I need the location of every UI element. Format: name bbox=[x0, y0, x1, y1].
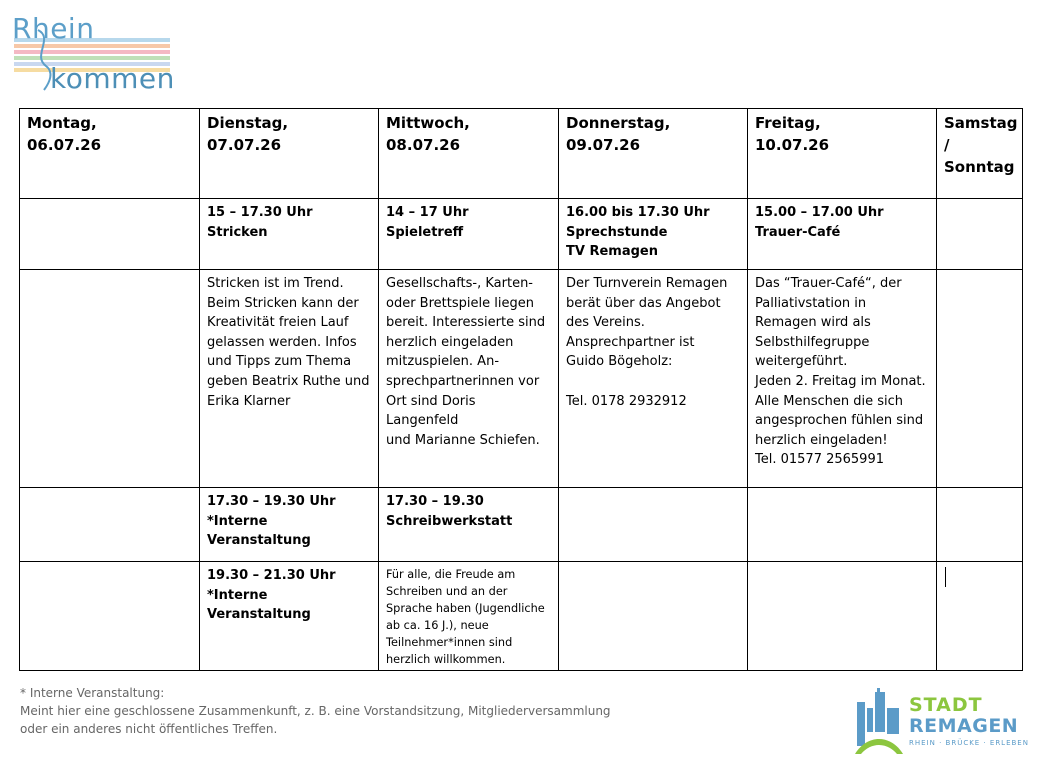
text-line: Erika Klarner bbox=[207, 393, 291, 409]
text-line: herzlich eingeladen bbox=[386, 334, 514, 350]
event-row-late bbox=[20, 562, 1023, 671]
text-line: Teilnehmer*innen sind bbox=[386, 636, 513, 649]
text-line: Ort sind Doris Langenfeld bbox=[386, 393, 476, 429]
text-line: Guido Bögeholz: bbox=[566, 354, 673, 370]
text-line: Tel. 0178 2932912 bbox=[566, 393, 687, 409]
cell-empty bbox=[20, 488, 200, 562]
day-date: 09.07.26 bbox=[566, 136, 641, 154]
text-line: angesprochen fühlen sind bbox=[755, 413, 924, 429]
event-time: 15.00 – 17.00 Uhr bbox=[755, 205, 884, 220]
cell-empty bbox=[20, 199, 200, 270]
footnote-line: * Interne Veranstaltung: bbox=[20, 686, 165, 700]
day-name: Mittwoch, bbox=[386, 114, 470, 132]
text-line: geben Beatrix Ruthe und bbox=[207, 373, 370, 389]
text-line: Beim Stricken kann der bbox=[207, 295, 359, 311]
remagen-bridge-icon bbox=[853, 688, 907, 756]
text-line bbox=[566, 372, 740, 392]
text-line: Ansprechpartner ist bbox=[566, 334, 695, 350]
footnote bbox=[20, 684, 611, 738]
event-title: Trauer-Café bbox=[755, 224, 841, 240]
logo-text-kommen: kommen bbox=[50, 62, 175, 95]
text-line: Alle Menschen die sich bbox=[755, 393, 903, 409]
text-line: Das “Trauer-Café“, der bbox=[755, 276, 902, 291]
event-title: TV Remagen bbox=[566, 244, 658, 260]
event-description-row bbox=[20, 270, 1023, 488]
text-line: berät über das Angebot bbox=[566, 295, 721, 311]
event-time: 15 – 17.30 Uhr bbox=[207, 205, 313, 220]
text-line: 17.30 – 19.30 Uhr bbox=[207, 494, 336, 509]
text-line: Schreibwerkstatt bbox=[386, 513, 513, 529]
header-tuesday bbox=[200, 109, 379, 199]
text-line: und Marianne Schiefen. bbox=[386, 432, 540, 448]
event-interne-veranstaltung-1 bbox=[200, 488, 379, 562]
header-wednesday bbox=[379, 109, 559, 199]
text-cursor bbox=[945, 567, 946, 587]
logo-text-stadt: STADT bbox=[909, 694, 983, 716]
text-line: sprechpartnerinnen vor bbox=[386, 373, 540, 389]
text-line: Stricken ist im Trend. bbox=[207, 276, 344, 291]
text-line: ab ca. 16 J.), neue bbox=[386, 619, 489, 632]
logo-text-remagen: REMAGEN bbox=[909, 715, 1019, 737]
cell-empty bbox=[748, 488, 937, 562]
schedule-table bbox=[19, 108, 1023, 671]
text-line: Sprache haben (Jugendliche bbox=[386, 602, 545, 615]
text-line: *Interne bbox=[207, 513, 268, 529]
event-sprechstunde bbox=[559, 199, 748, 270]
text-line: Veranstaltung bbox=[207, 607, 311, 623]
footnote-line: oder ein anderes nicht öffentliches Treffen. bbox=[20, 722, 278, 736]
event-interne-veranstaltung-2 bbox=[200, 562, 379, 671]
description-stricken bbox=[200, 270, 379, 488]
text-line: 19.30 – 21.30 Uhr bbox=[207, 568, 336, 583]
event-title: Sprechstunde bbox=[566, 224, 668, 240]
event-time: 14 – 17 Uhr bbox=[386, 205, 469, 220]
header-weekend bbox=[937, 109, 1023, 199]
event-spieletreff bbox=[379, 199, 559, 270]
text-line: des Vereins. bbox=[566, 315, 645, 331]
event-row-evening bbox=[20, 488, 1023, 562]
event-trauer-cafe bbox=[748, 199, 937, 270]
text-line: Veranstaltung bbox=[207, 533, 311, 549]
text-line: 17.30 – 19.30 bbox=[386, 494, 484, 509]
text-line: weitergeführt. bbox=[755, 354, 848, 370]
event-time: 16.00 bis 17.30 Uhr bbox=[566, 205, 710, 220]
description-schreibwerkstatt bbox=[379, 562, 559, 671]
logo-tagline: RHEIN · BRÜCKE · ERLEBEN bbox=[909, 739, 1029, 747]
event-stricken bbox=[200, 199, 379, 270]
header-thursday bbox=[559, 109, 748, 199]
day-date: 08.07.26 bbox=[386, 136, 461, 154]
day-separator: / bbox=[944, 136, 950, 154]
text-line: *Interne bbox=[207, 587, 268, 603]
cell-empty bbox=[748, 562, 937, 671]
text-line: Remagen wird als bbox=[755, 315, 871, 331]
cell-empty bbox=[937, 270, 1023, 488]
description-trauer-cafe bbox=[748, 270, 937, 488]
description-sprechstunde bbox=[559, 270, 748, 488]
text-line: herzlich eingeladen! bbox=[755, 432, 888, 448]
text-line: Für alle, die Freude am bbox=[386, 568, 516, 581]
logo-text-rhein: Rhein bbox=[12, 12, 95, 45]
text-line: bereit. Interessierte sind bbox=[386, 315, 546, 331]
text-line: Kreativität freien Lauf bbox=[207, 315, 349, 331]
cell-empty bbox=[559, 488, 748, 562]
text-line: Schreiben und an der bbox=[386, 585, 508, 598]
cell-empty bbox=[20, 270, 200, 488]
header-friday bbox=[748, 109, 937, 199]
cell-empty bbox=[20, 562, 200, 671]
text-line: Selbsthilfegruppe bbox=[755, 334, 870, 350]
day-date: 10.07.26 bbox=[755, 136, 830, 154]
event-title: Stricken bbox=[207, 224, 268, 240]
text-line: gelassen werden. Infos bbox=[207, 334, 357, 350]
day-name: Dienstag, bbox=[207, 114, 289, 132]
day-name: Montag, bbox=[27, 114, 97, 132]
cell-text-cursor[interactable] bbox=[937, 562, 1023, 671]
text-line: Palliativstation in bbox=[755, 295, 867, 311]
text-line: mitzuspielen. An- bbox=[386, 354, 500, 370]
event-title: Spieletreff bbox=[386, 224, 464, 240]
text-line: Der Turnverein Remagen bbox=[566, 276, 728, 291]
cell-empty bbox=[937, 199, 1023, 270]
day-date: Sonntag bbox=[944, 158, 1015, 176]
text-line: oder Brettspiele liegen bbox=[386, 295, 534, 311]
description-spieletreff bbox=[379, 270, 559, 488]
text-line: Jeden 2. Freitag im Monat. bbox=[755, 373, 926, 389]
day-date: 06.07.26 bbox=[27, 136, 102, 154]
day-date: 07.07.26 bbox=[207, 136, 282, 154]
header-monday bbox=[20, 109, 200, 199]
text-line: Gesellschafts-, Karten- bbox=[386, 276, 533, 291]
day-name: Donnerstag, bbox=[566, 114, 671, 132]
event-title-row bbox=[20, 199, 1023, 270]
event-schreibwerkstatt bbox=[379, 488, 559, 562]
footnote-line: Meint hier eine geschlossene Zusammenkunft, z. B. eine Vorstandsitzung, Mitgliederversammlung bbox=[20, 704, 611, 718]
rheinkommen-logo bbox=[10, 8, 175, 100]
text-line: herzlich willkommen. bbox=[386, 653, 506, 666]
cell-empty bbox=[937, 488, 1023, 562]
header-row bbox=[20, 109, 1023, 199]
text-line: und Tipps zum Thema bbox=[207, 354, 352, 370]
day-name: Samstag bbox=[944, 114, 1018, 132]
text-line: Tel. 01577 2565991 bbox=[755, 452, 884, 468]
cell-empty bbox=[559, 562, 748, 671]
day-name: Freitag, bbox=[755, 114, 821, 132]
stadt-remagen-logo bbox=[853, 688, 1029, 758]
